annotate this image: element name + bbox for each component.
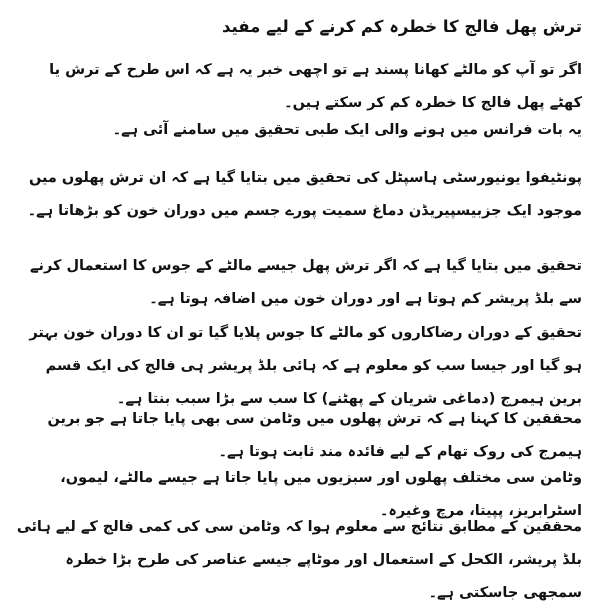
paragraph-france-study: یہ بات فرانس میں ہونے والی ایک طبی تحقیق میں سامنے آئی ہے۔ [112,122,582,138]
paragraph-vitamin-c: محققین کا کہنا ہے کہ ترش پھلوں میں وٹامن سی بھی پایا جاتا ہے جو برین ہیمرج کی روک تھام کے لیے فائدہ مند ثابت ہوتا ہے۔ [47,411,582,460]
paragraph-hospital-research: پونٹیفوا یونیورسٹی ہاسپٹل کی تحقیق میں بتایا گیا ہے کہ ان ترش پھلوں میں موجود ایک جزبیسپیریڈن دماغ سمیت پورے جسم میں دوران خون کو بڑھاتا ہے۔ [27,170,582,219]
paragraph-conclusion: محققین کے مطابق نتائج سے معلوم ہوا کہ وٹامن سی کی کمی فالج کے لیے ہائی بلڈ پریشر، الکحل کے استعمال اور موٹاپے جیسے عناصر کی طرح بڑا خطرہ سمجھی جاسکتی ہے۔ [16,519,582,601]
paragraph-volunteers: تحقیق کے دوران رضاکاروں کو مالٹے کا جوس پلایا گیا تو ان کا دوران خون بہتر ہو گیا اور جیسا سب کو معلوم ہے کہ ہائی بلڈ پریشر ہی فالج کی ایک قسم برین ہیمرج (دماغی شریان کے پھٹنے) کا سب سے بڑا سبب بنتا ہے۔ [29,325,582,407]
paragraph-vitamin-sources: وٹامن سی مختلف پھلوں اور سبزیوں میں پایا جاتا ہے جیسے مالٹے، لیموں، اسٹرابریز، پپیتا، مرچ وغیرہ۔ [60,470,582,519]
article-title: ترش پھل فالج کا خطرہ کم کرنے کے لیے مفید [222,17,582,36]
paragraph-blood-pressure: تحقیق میں بتایا گیا ہے کہ اگر ترش پھل جیسے مالٹے کے جوس کا استعمال کرنے سے بلڈ پریشر کم ہوتا ہے اور دوران خون میں اضافہ ہوتا ہے۔ [30,258,582,307]
paragraph-intro: اگر تو آپ کو مالٹے کھانا پسند ہے تو اچھی خبر یہ ہے کہ اس طرح کے ترش یا کھٹے پھل فالج کا خطرہ کم کر سکتے ہیں۔ [49,62,582,111]
